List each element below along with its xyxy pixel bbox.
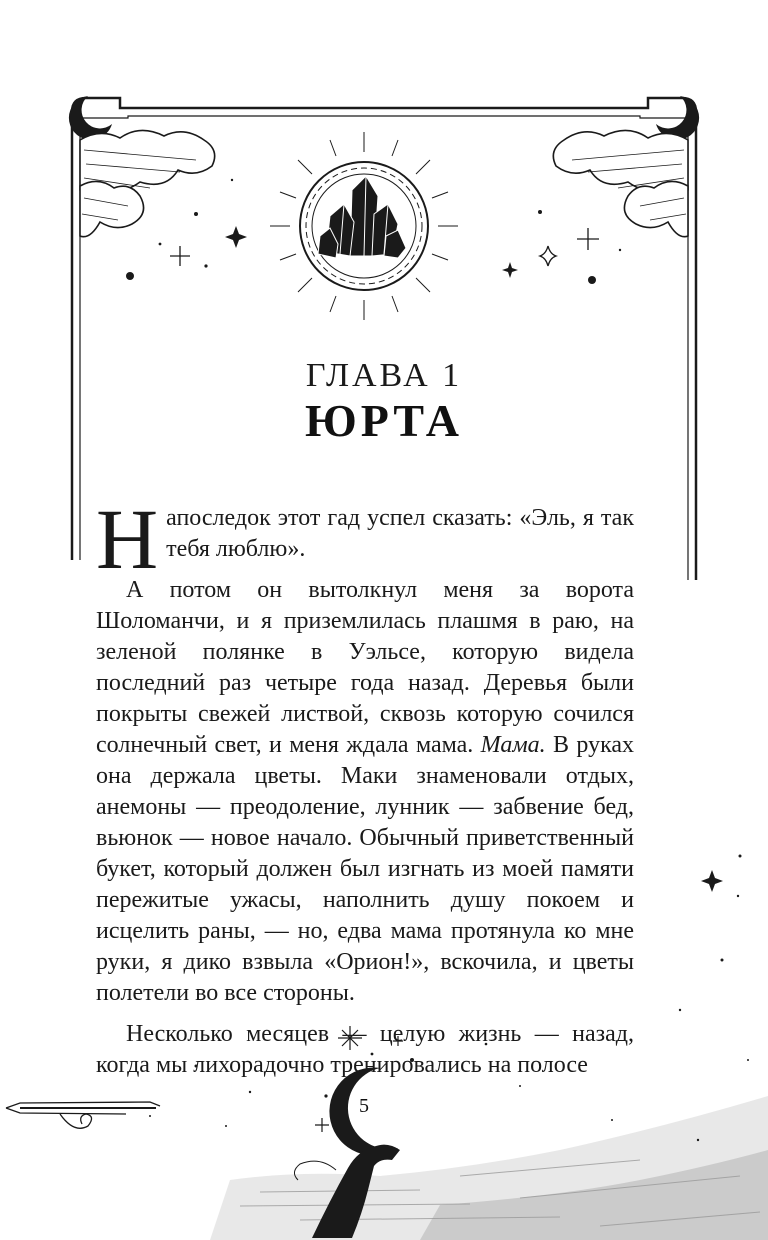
- paragraph-1-text: апоследок этот гад успел сказать: «Эль, я так тебя люблю».: [166, 505, 634, 562]
- chapter-label: ГЛАВА 1: [305, 357, 463, 394]
- paragraph-2-text-a: А потом он вытолкнул меня за ворота Шоломанчи, и я приземлилась плашмя в раю, на зеленой полянке в Уэльсе, которую видела последний раз четыре года назад. Деревья были покрыты свежей листвой, сквозь которую сочился солнечный свет, и меня ждала мама.: [96, 577, 634, 758]
- chapter-title: ЮРТА: [304, 395, 464, 446]
- cloud-left: [80, 130, 215, 236]
- drop-cap: Н: [96, 491, 159, 587]
- page-number: 5: [359, 1095, 369, 1117]
- quill-swirl-icon: [6, 1102, 160, 1128]
- cloud-right: [553, 130, 688, 236]
- paragraph-2-italic: Мама.: [480, 732, 546, 758]
- chapter-text: [96, 491, 635, 1081]
- paragraph-2-text-b: В руках она держала цветы. Маки знаменовали отдых, анемоны — преодоление, лунник — забвение бед, вьюнок — новое начало. Обычный приветственный букет, который должен был изгнать из моей памяти пережитые ужасы, наполнить душу покоем и исцелить раны, — но, едва мама протянула ко мне руки, я дико взвыла «Орион!», вскочила, и цветы полетели во все стороны.: [96, 732, 635, 1006]
- paragraph-3: Несколько месяцев — целую жизнь — назад, когда мы лихорадочно тренировались на полосе: [96, 1021, 634, 1078]
- paragraph-1: [96, 491, 634, 587]
- paragraph-2: [96, 575, 634, 1009]
